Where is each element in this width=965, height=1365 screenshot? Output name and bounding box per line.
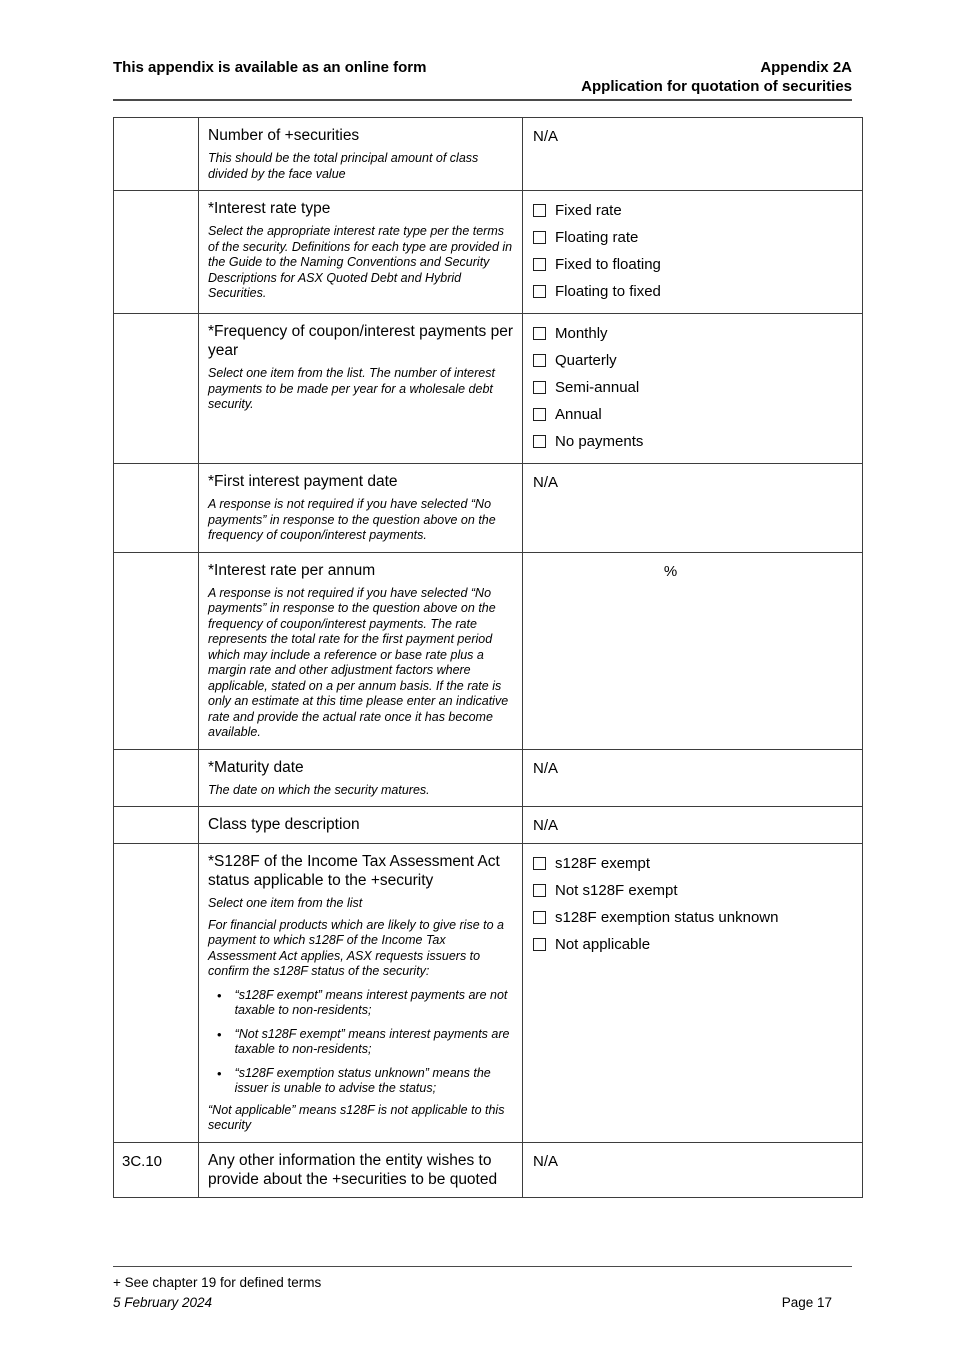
- checkbox-label: Annual: [555, 406, 602, 423]
- question-cell: [199, 749, 523, 807]
- answer-cell: [523, 807, 863, 844]
- item-number-cell: [114, 191, 199, 314]
- answer-cell: [523, 314, 863, 464]
- answer-value: N/A: [533, 128, 559, 145]
- checkbox-option-quarterly[interactable]: [533, 351, 852, 370]
- checkbox-label: s128F exempt: [555, 855, 651, 872]
- table-row-other-information: [114, 1142, 863, 1197]
- checkbox-option-not-s128f-exempt[interactable]: [533, 881, 852, 900]
- checkbox-option-s128f-exempt[interactable]: [533, 854, 852, 873]
- question-title: *Frequency of coupon/interest payments per year: [208, 323, 514, 359]
- checkbox-label: Fixed rate: [555, 202, 622, 219]
- question-title: Class type description: [208, 816, 360, 833]
- checkbox-icon[interactable]: [533, 408, 546, 421]
- bullet-text: “Not s128F exempt” means interest payments are taxable to non-residents;: [234, 1026, 510, 1056]
- item-number-cell: [114, 314, 199, 464]
- footer-divider: [113, 1266, 852, 1267]
- checkbox-icon[interactable]: [533, 327, 546, 340]
- item-number-cell: [114, 464, 199, 553]
- answer-value: N/A: [533, 817, 559, 834]
- checkbox-option-monthly[interactable]: [533, 324, 852, 343]
- answer-value: N/A: [533, 1152, 559, 1170]
- bullet-item: [217, 1027, 513, 1058]
- checkbox-label: Semi-annual: [555, 379, 640, 396]
- question-cell: [199, 552, 523, 749]
- question-note: Select one item from the list: [208, 896, 363, 910]
- bullet-item: [217, 988, 513, 1019]
- question-title: *First interest payment date: [208, 473, 398, 490]
- checkbox-icon[interactable]: [533, 354, 546, 367]
- question-guidance: Select one item from the list. The number of interest payments to be made per year for a wholesale debt security.: [208, 366, 495, 411]
- table-row-maturity-date: [114, 749, 863, 807]
- answer-cell: [523, 464, 863, 553]
- checkbox-icon[interactable]: [533, 911, 546, 924]
- question-cell: [199, 844, 523, 1143]
- question-title: *Interest rate per annum: [208, 561, 376, 579]
- footer-defined-terms-note: + See chapter 19 for defined terms: [113, 1275, 322, 1290]
- question-cell: [199, 464, 523, 553]
- item-number: 3C.10: [122, 1152, 163, 1170]
- checkbox-icon[interactable]: [533, 258, 546, 271]
- checkbox-label: No payments: [555, 433, 644, 450]
- question-guidance: The date on which the security matures.: [208, 782, 430, 797]
- table-row-number-of-securities: [114, 118, 863, 191]
- table-row-class-type-description: [114, 807, 863, 844]
- footer-page-number: Page 17: [781, 1295, 832, 1310]
- checkbox-option-not-applicable[interactable]: [533, 935, 852, 954]
- question-guidance: A response is not required if you have selected “No payments” in response to the question above on the frequency of coupon/interest payments. The rate represents the total rate for the first payment period which may include a reference or base rate plus a margin rate and other adjustment factors where applicable, stated on a per annum basis. If the rate is only an estimate at this time please enter an indicative rate and provide the actual rate once it has become available.: [208, 585, 509, 739]
- checkbox-label: Not s128F exempt: [555, 882, 678, 899]
- question-guidance: This should be the total principal amount of class divided by the face value: [208, 151, 479, 181]
- answer-cell: [523, 1142, 863, 1197]
- item-number-cell: [114, 749, 199, 807]
- checkbox-option-floating-to-fixed[interactable]: [533, 282, 852, 301]
- item-number-cell: [114, 1142, 199, 1197]
- bullet-item: [217, 1066, 513, 1097]
- answer-cell: [523, 552, 863, 749]
- checkbox-icon[interactable]: [533, 938, 546, 951]
- question-closing-note: “Not applicable” means s128F is not applicable to this security: [208, 1102, 505, 1132]
- checkbox-option-s128f-status-unknown[interactable]: [533, 908, 852, 927]
- checkbox-option-no-payments[interactable]: [533, 432, 852, 451]
- answer-cell: [523, 844, 863, 1143]
- question-title: *Maturity date: [208, 758, 304, 776]
- table-row-payment-frequency: [114, 314, 863, 464]
- checkbox-label: Floating rate: [555, 229, 639, 246]
- table-row-interest-rate-type: [114, 191, 863, 314]
- checkbox-icon[interactable]: [533, 381, 546, 394]
- table-row-interest-rate-per-annum: [114, 552, 863, 749]
- question-guidance: A response is not required if you have selected “No payments” in response to the question above on the frequency of coupon/interest payments.: [208, 497, 496, 542]
- question-title: Any other information the entity wishes to provide about the +securities to be quoted: [208, 1151, 498, 1188]
- question-cell: [199, 1142, 523, 1197]
- header-left-title: This appendix is available as an online form: [113, 59, 427, 76]
- table-row-s128f-status: [114, 844, 863, 1143]
- bullet-icon: •: [217, 987, 222, 1003]
- question-description: For financial products which are likely to give rise to a payment to which s128F of the Income Tax Assessment Act applies, ASX requests issuers to confirm the s128F status of the security:: [208, 917, 504, 978]
- form-table: [113, 117, 863, 1198]
- bullet-text: “s128F exemption status unknown” means the issuer is unable to advise the status;: [234, 1065, 491, 1095]
- checkbox-option-annual[interactable]: [533, 405, 852, 424]
- question-title: *S128F of the Income Tax Assessment Act status applicable to the +security: [208, 853, 500, 889]
- checkbox-option-semi-annual[interactable]: [533, 378, 852, 397]
- bullet-icon: •: [217, 1026, 222, 1042]
- answer-cell: [523, 118, 863, 191]
- checkbox-option-fixed-rate[interactable]: [533, 201, 852, 220]
- checkbox-label: Quarterly: [555, 352, 617, 369]
- answer-cell: [523, 191, 863, 314]
- checkbox-icon[interactable]: [533, 435, 546, 448]
- checkbox-icon[interactable]: [533, 857, 546, 870]
- page-footer: [113, 1266, 852, 1311]
- percent-sign-label: %: [663, 562, 678, 580]
- item-number-cell: [114, 118, 199, 191]
- question-title: *Interest rate type: [208, 200, 331, 217]
- bullet-text: “s128F exempt” means interest payments are not taxable to non-residents;: [234, 987, 508, 1017]
- checkbox-icon[interactable]: [533, 884, 546, 897]
- table-row-first-interest-payment-date: [114, 464, 863, 553]
- item-number-cell: [114, 552, 199, 749]
- question-cell: [199, 191, 523, 314]
- header-subtitle: Application for quotation of securities: [581, 78, 852, 95]
- answer-value: N/A: [533, 759, 559, 777]
- checkbox-label: Floating to fixed: [555, 283, 661, 300]
- item-number-cell: [114, 844, 199, 1143]
- question-cell: [199, 314, 523, 464]
- checkbox-label: Not applicable: [555, 936, 651, 953]
- checkbox-icon[interactable]: [533, 231, 546, 244]
- question-title: Number of +securities: [208, 127, 360, 144]
- question-cell: [199, 807, 523, 844]
- bullet-icon: •: [217, 1065, 222, 1081]
- checkbox-option-fixed-to-floating[interactable]: [533, 255, 852, 274]
- item-number-cell: [114, 807, 199, 844]
- checkbox-label: Fixed to floating: [555, 256, 661, 273]
- checkbox-label: Monthly: [555, 325, 608, 342]
- question-cell: [199, 118, 523, 191]
- checkbox-option-floating-rate[interactable]: [533, 228, 852, 247]
- question-bullet-list: [208, 988, 513, 1097]
- footer-date: 5 February 2024: [113, 1295, 213, 1310]
- answer-cell: [523, 749, 863, 807]
- checkbox-label: s128F exemption status unknown: [555, 909, 779, 926]
- checkbox-icon[interactable]: [533, 285, 546, 298]
- header-divider: [113, 99, 852, 101]
- answer-value: N/A: [533, 474, 559, 491]
- checkbox-icon[interactable]: [533, 204, 546, 217]
- question-guidance: Select the appropriate interest rate type per the terms of the security. Definitions for each type are provided in the Guide to the Naming Conventions and Security Descriptions for ASX Quoted Debt and Hybrid Securities.: [208, 224, 513, 300]
- page-header: [113, 58, 852, 101]
- header-appendix-label: Appendix 2A: [760, 59, 852, 76]
